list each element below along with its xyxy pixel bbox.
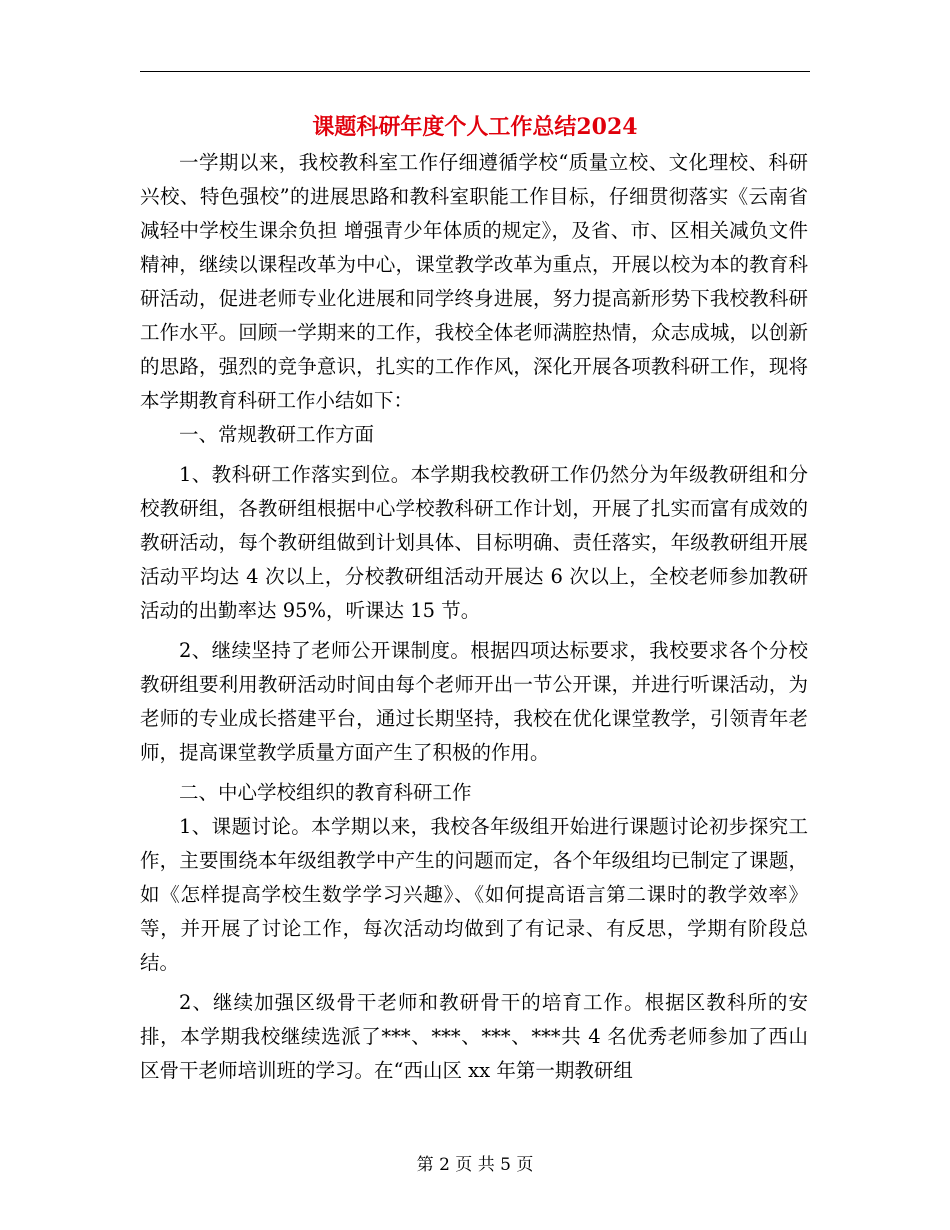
intro-paragraph: 一学期以来，我校教科室工作仔细遵循学校“质量立校、文化理校、科研兴校、特色强校”的进展思路和教科室职能工作目标，仔细贯彻落实《云南省减轻中学校生课余负担 增强青少年体质的规定》，及省、市、区相关减负文件精神，继续以课程改革为中心，课堂教学改革为重点，开展以校为本的教育科研活动，促进老师专业化进展和同学终身进展，努力提高新形势下我校教科研工作水平。回顾一学期来的工作，我校全体老师满腔热情，众志成城，以创新的思路，强烈的竞争意识，扎实的工作作风，深化开展各项教科研工作，现将本学期教育科研工作小结如下： [140,151,808,412]
page-footer: 第 2 页 共 5 页 [416,1155,534,1175]
paragraph-topic-discussion: 1、课题讨论。本学期以来，我校各年级组开始进行课题讨论初步探究工作，主要围绕本年级组教学中产生的问题而定，各个年级组均已制定了课题，如《怎样提高学校生数学学习兴趣》、《如何提高语言第二课时的教学效率》等，并开展了讨论工作，每次活动均做到了有记录、有反思，学期有阶段总结。 [140,815,808,974]
paragraph-backbone-teacher-training: 2、继续加强区级骨干老师和教研骨干的培育工作。根据区教科所的安排，本学期我校继续选派了***、***、***、***共 4 名优秀老师参加了西山区骨干老师培训班的学习。在“西山区 xx 年第一期教研组 [140,991,808,1082]
paragraph-research-implementation: 1、教科研工作落实到位。本学期我校教研工作仍然分为年级教研组和分校教研组，各教研组根据中心学校教科研工作计划，开展了扎实而富有成效的教研活动，每个教研组做到计划具体、目标明确、责任落实，年级教研组开展活动平均达 4 次以上，分校教研组活动开展达 6 次以上，全校老师参加教研活动的出勤率达 95%，听课达 15 节。 [140,463,808,622]
section-heading-central-school-research: 二、中心学校组织的教育科研工作 [179,781,472,804]
document-body [140,146,808,1088]
header-rule [140,71,810,72]
section-heading-routine-research: 一、常规教研工作方面 [179,423,375,446]
paragraph-open-class-system: 2、继续坚持了老师公开课制度。根据四项达标要求，我校要求各个分校教研组要利用教研活动时间由每个老师开出一节公开课，并进行听课活动，为老师的专业成长搭建平台，通过长期坚持，我校在优化课堂教学，引领青年老师，提高课堂教学质量方面产生了积极的作用。 [140,639,808,764]
document-title: 课题科研年度个人工作总结2024 [312,114,638,140]
